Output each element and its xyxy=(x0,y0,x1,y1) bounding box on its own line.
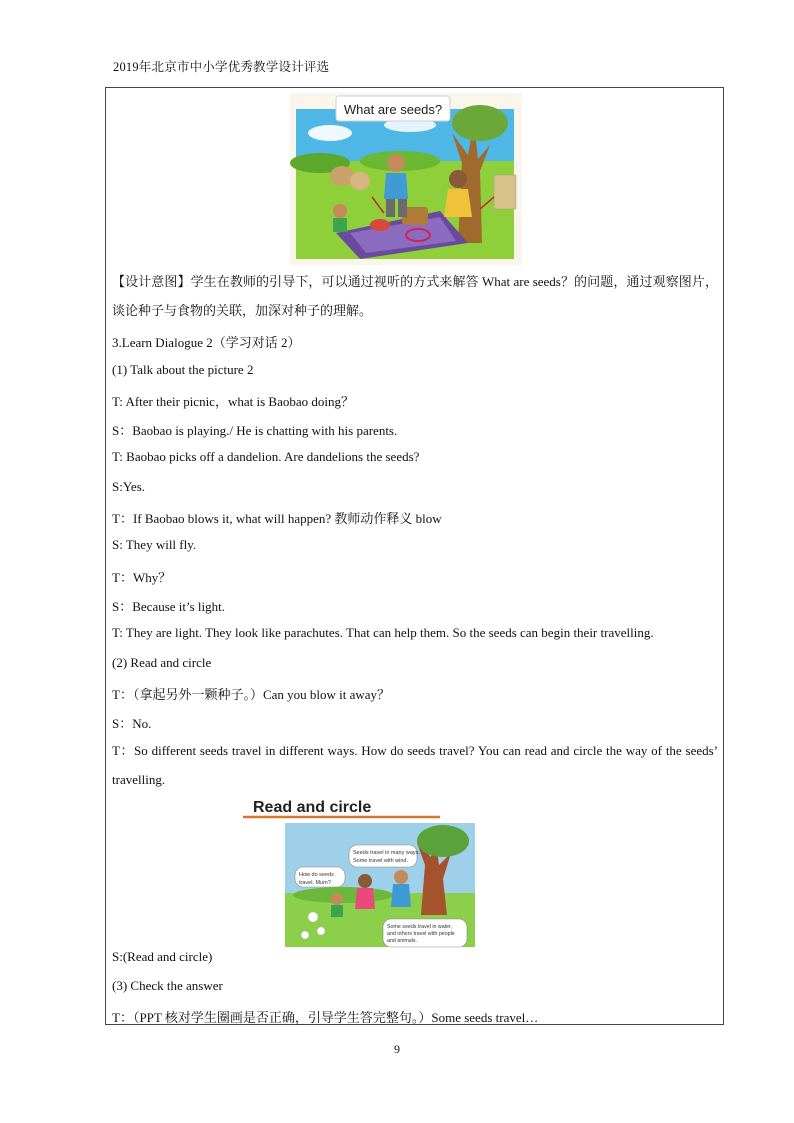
text-line: T：If Baobao blows it, what will happen? 教师动作释义 blow xyxy=(112,511,442,526)
text-line: T：Why？ xyxy=(112,570,172,585)
bubble-left-line-1: How do seeds xyxy=(299,872,334,878)
text-line: S:(Read and circle) xyxy=(112,949,213,964)
bubble-left-line-2: travel, Mum? xyxy=(299,880,331,886)
page-header: 2019年北京市中小学优秀教学设计评选 xyxy=(113,60,330,74)
design-intent-paragraph: 【设计意图】学生在教师的引导下，可以通过视听的方式来解答 What are seeds？的问题，通过观察图片，谈论种子与食物的关联，加深对种子的理解。 xyxy=(112,274,718,318)
text-line: S：Because it’s light. xyxy=(112,599,226,614)
text-line: T：（拿起另外一颗种子。）Can you blow it away？ xyxy=(112,687,391,702)
bubble-top-line-1: Seeds travel in many ways. xyxy=(353,850,420,856)
text-line: S: They will fly. xyxy=(112,537,197,552)
page-number: 9 xyxy=(394,1042,400,1056)
text-line: S：Baobao is playing./ He is chatting with his parents. xyxy=(112,423,398,438)
text-line: S:Yes. xyxy=(112,479,146,494)
text-line: S：No. xyxy=(112,716,152,731)
figure1-title: What are seeds? xyxy=(343,102,443,117)
read-and-circle-illustration xyxy=(243,795,480,950)
text-line: T: After their picnic，what is Baobao doing？ xyxy=(112,394,354,409)
text-line: (2) Read and circle xyxy=(112,655,212,670)
text-paragraph: T：So different seeds travel in different ways. How do seeds travel? You can read and circle the way of the seeds’ travelling. xyxy=(112,743,718,787)
bubble-bottom-line-3: and animals. xyxy=(387,938,418,944)
text-line: 3.Learn Dialogue 2（学习对话 2） xyxy=(112,335,301,350)
bubble-bottom-line-1: Some seeds travel in water, xyxy=(387,924,453,930)
text-line: (1) Talk about the picture 2 xyxy=(112,362,254,377)
text-line: T：（PPT 核对学生圈画是否正确，引导学生答完整句。）Some seeds travel… xyxy=(112,1010,539,1025)
text-line: T: They are light. They look like parachutes. That can help them. So the seeds can begin their travelling. xyxy=(112,625,654,640)
text-line: T: Baobao picks off a dandelion. Are dandelions the seeds? xyxy=(112,449,420,464)
text-line: (3) Check the answer xyxy=(112,978,223,993)
picnic-illustration xyxy=(290,93,522,265)
bubble-top-line-2: Some travel with wind. xyxy=(353,858,409,864)
figure2-title: Read and circle xyxy=(253,799,372,816)
bubble-bottom-line-2: and others travel with people xyxy=(387,931,455,937)
